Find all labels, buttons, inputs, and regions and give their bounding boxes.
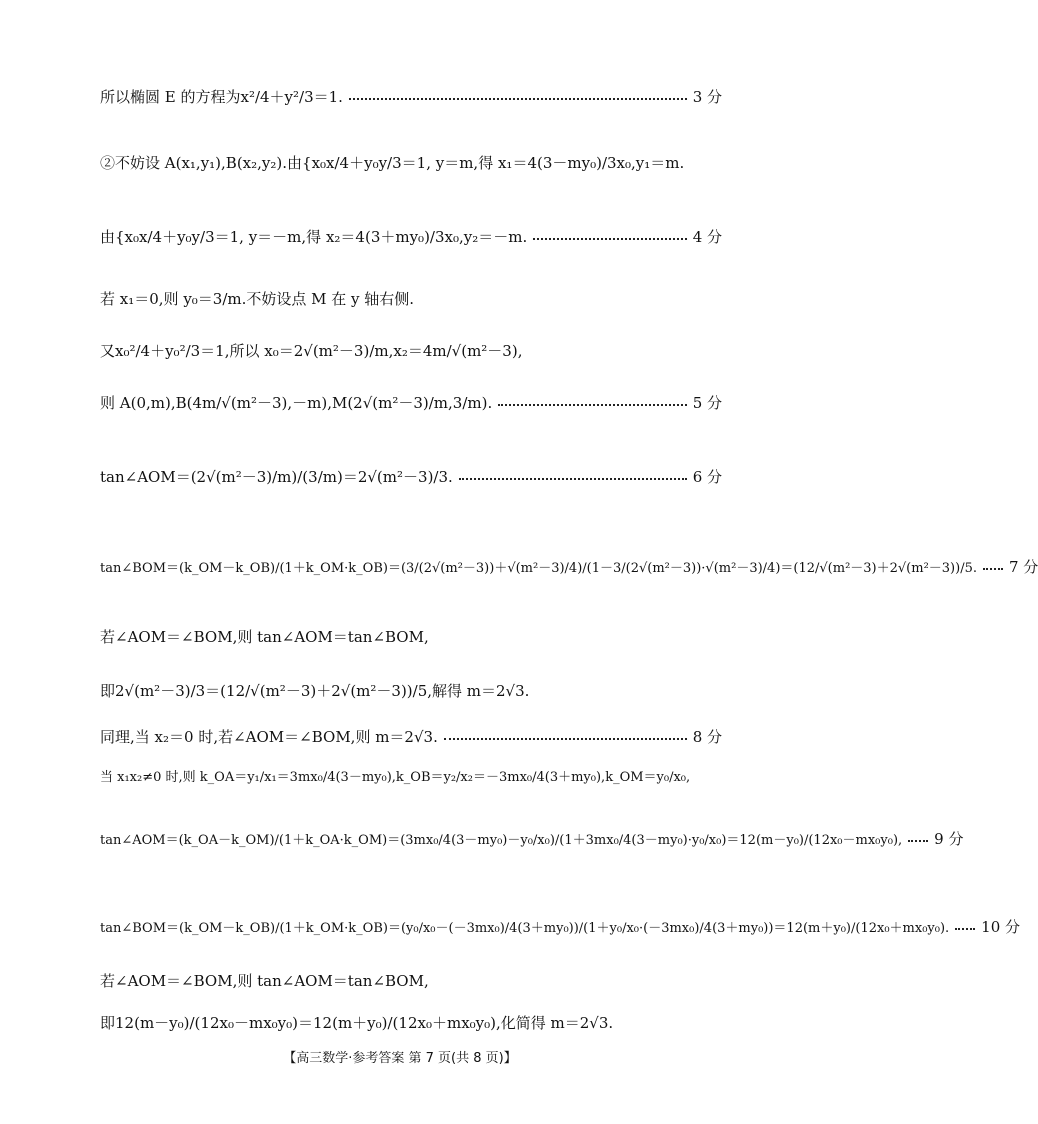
answer-line [100, 970, 722, 991]
score-label: 5 分 [692, 394, 722, 412]
line-text: 则 A(0,m),B(4m/√(m²－3),－m),M(2√(m²－3)/m,3/m). [100, 394, 493, 412]
dot-leader [908, 840, 928, 842]
score-label: 4 分 [692, 228, 722, 246]
answer-line [100, 828, 964, 849]
score-label: 10 分 [981, 918, 1021, 936]
answer-line [100, 466, 722, 487]
answer-line [100, 226, 722, 247]
line-text: 所以椭圆 E 的方程为x²/4＋y²/3＝1. [100, 88, 343, 106]
answer-line [100, 726, 722, 747]
line-text: 又x₀²/4＋y₀²/3＝1,所以 x₀＝2√(m²－3)/m,x₂＝4m/√(m²－3), [100, 342, 523, 360]
answer-line [100, 340, 722, 361]
line-text: tan∠BOM＝(k_OM－k_OB)/(1＋k_OM·k_OB)＝(3/(2√(m²－3))＋√(m²－3)/4)/(1－3/(2√(m²－3))·√(m²－3)/4)＝(12/√(m²－3)＋2√(m²－3))/5. [100, 561, 977, 576]
line-text: 当 x₁x₂≠0 时,则 k_OA＝y₁/x₁＝3mx₀/4(3－my₀),k_OB＝y₂/x₂＝－3mx₀/4(3＋my₀),k_OM＝y₀/x₀, [100, 770, 691, 785]
answer-line [100, 1012, 722, 1033]
line-text: tan∠BOM＝(k_OM－k_OB)/(1＋k_OM·k_OB)＝(y₀/x₀－(－3mx₀)/4(3＋my₀))/(1＋y₀/x₀·(－3mx₀)/4(3＋my₀))＝12(m＋y₀)/(12x₀＋mx₀y₀). [100, 921, 950, 936]
dot-leader [955, 928, 975, 930]
line-text: 即12(m－y₀)/(12x₀－mx₀y₀)＝12(m＋y₀)/(12x₀＋mx₀y₀),化简得 m＝2√3. [100, 1014, 614, 1032]
answer-line [100, 86, 722, 107]
answer-line [100, 626, 722, 647]
dot-leader [459, 478, 687, 480]
dot-leader [533, 238, 686, 240]
page-footer: 【高三数学·参考答案 第 7 页(共 8 页)】 [283, 1051, 517, 1066]
score-label: 3 分 [692, 88, 722, 106]
dot-leader [498, 404, 686, 406]
answer-line [100, 152, 722, 173]
line-text: tan∠AOM＝(k_OA－k_OM)/(1＋k_OA·k_OM)＝(3mx₀/4(3－my₀)－y₀/x₀)/(1＋3mx₀/4(3－my₀)·y₀/x₀)＝12(m－y₀)/(12x₀－mx₀y₀), [100, 833, 903, 848]
line-text: 若∠AOM＝∠BOM,则 tan∠AOM＝tan∠BOM, [100, 972, 429, 990]
line-text: 同理,当 x₂＝0 时,若∠AOM＝∠BOM,则 m＝2√3. [100, 728, 438, 746]
line-text: 即2√(m²－3)/3＝(12/√(m²－3)＋2√(m²－3))/5,解得 m＝2√3. [100, 682, 530, 700]
line-text: ②不妨设 A(x₁,y₁),B(x₂,y₂).由{x₀x/4＋y₀y/3＝1, y＝m,得 x₁＝4(3－my₀)/3x₀,y₁＝m. [100, 154, 685, 172]
answer-line [100, 916, 1021, 937]
line-text: tan∠AOM＝(2√(m²－3)/m)/(3/m)＝2√(m²－3)/3. [100, 468, 453, 486]
dot-leader [444, 738, 687, 740]
score-label: 8 分 [692, 728, 722, 746]
line-text: 若∠AOM＝∠BOM,则 tan∠AOM＝tan∠BOM, [100, 628, 429, 646]
dot-leader [349, 98, 687, 100]
answer-line [100, 766, 722, 785]
line-text: 若 x₁＝0,则 y₀＝3/m.不妨设点 M 在 y 轴右侧. [100, 290, 415, 308]
answer-line [100, 392, 722, 413]
answer-line [100, 288, 722, 309]
score-label: 9 分 [934, 830, 964, 848]
answer-line [100, 556, 1038, 577]
line-text: 由{x₀x/4＋y₀y/3＝1, y＝－m,得 x₂＝4(3＋my₀)/3x₀,y₂＝－m. [100, 228, 528, 246]
score-label: 7 分 [1009, 558, 1038, 576]
answer-line [100, 680, 722, 701]
dot-leader [983, 568, 1003, 570]
score-label: 6 分 [692, 468, 722, 486]
